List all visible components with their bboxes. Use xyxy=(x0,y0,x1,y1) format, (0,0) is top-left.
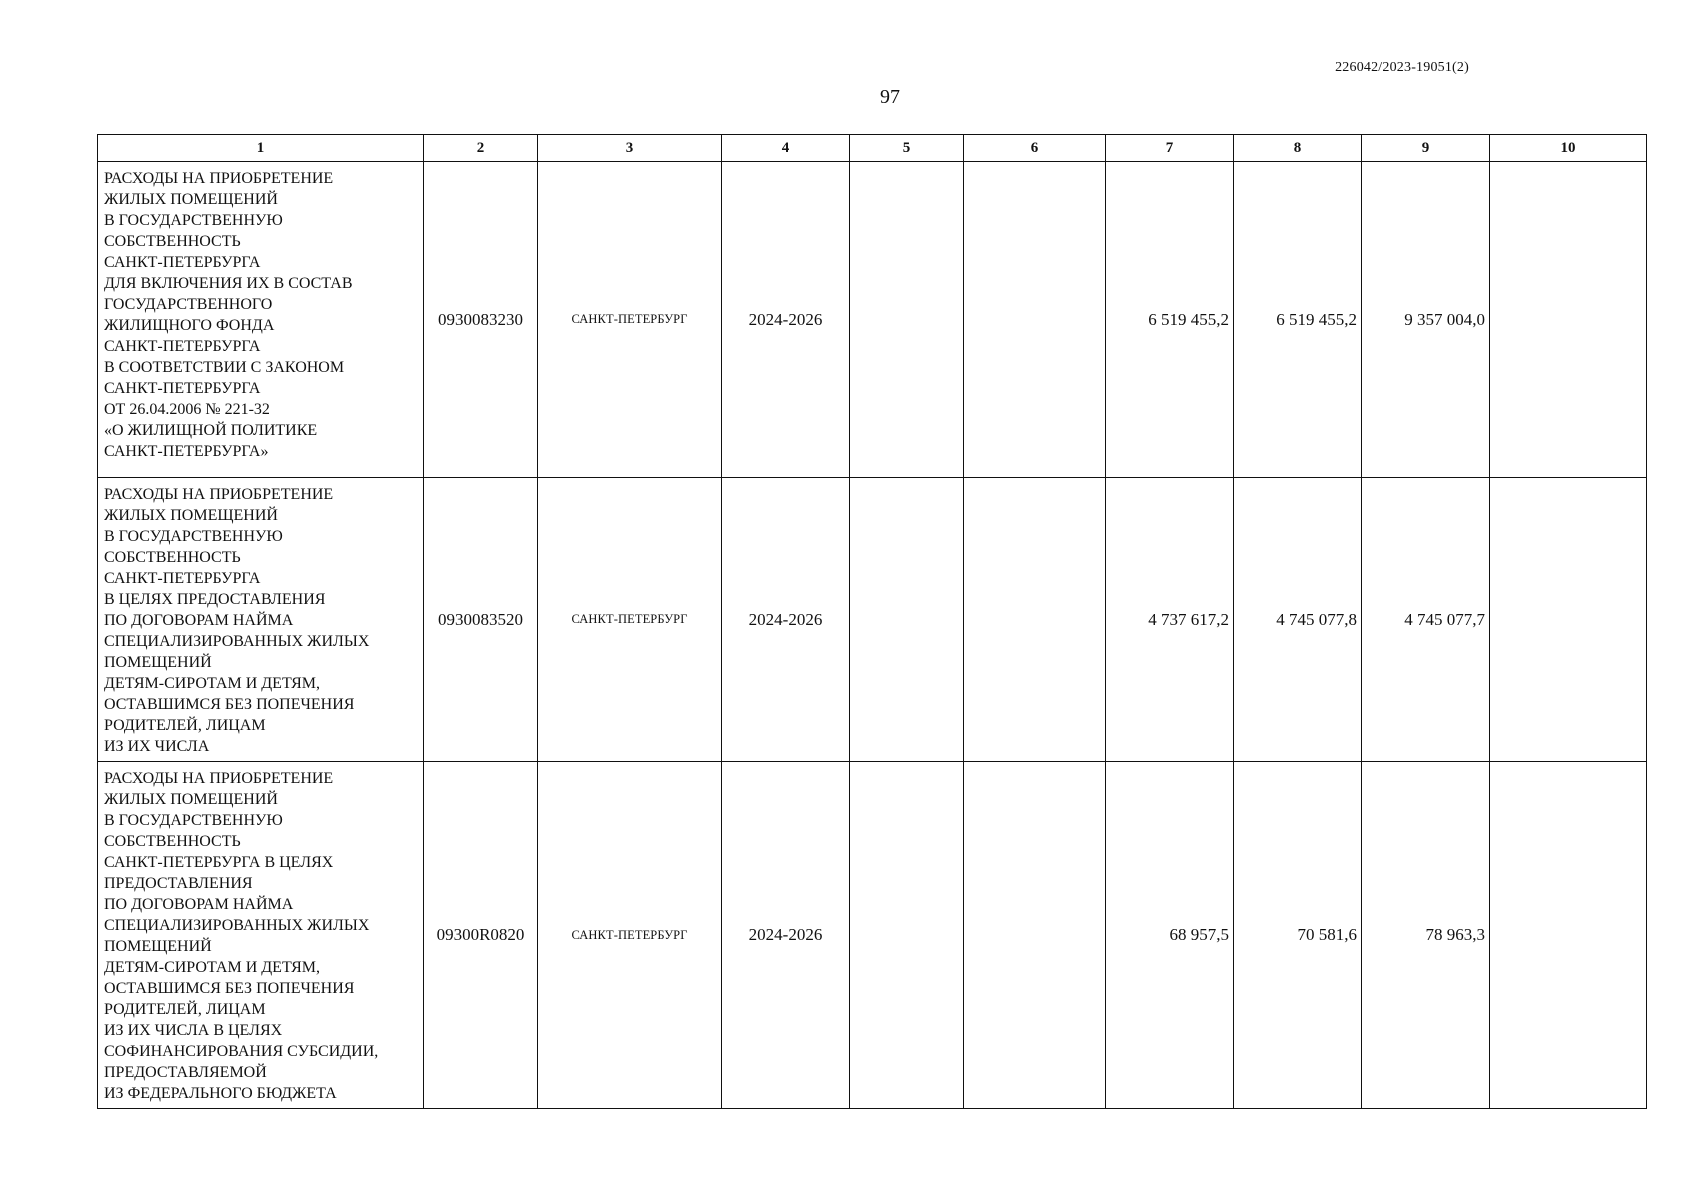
table-row xyxy=(98,762,1647,1109)
amount-col-8: 4 745 077,8 xyxy=(1234,478,1362,762)
header-col-6: 6 xyxy=(964,135,1106,162)
table-row xyxy=(98,162,1647,478)
table-row xyxy=(98,478,1647,762)
header-col-4: 4 xyxy=(722,135,850,162)
amount-col-8: 70 581,6 xyxy=(1234,762,1362,1109)
amount-col-9: 4 745 077,7 xyxy=(1362,478,1490,762)
amount-col-8: 6 519 455,2 xyxy=(1234,162,1362,478)
budget-code: 09300R0820 xyxy=(424,762,538,1109)
amount-col-7: 68 957,5 xyxy=(1106,762,1234,1109)
region: САНКТ-ПЕТЕРБУРГ xyxy=(538,478,722,762)
amount-col-9: 78 963,3 xyxy=(1362,762,1490,1109)
page-number: 97 xyxy=(880,86,900,108)
expense-name: РАСХОДЫ НА ПРИОБРЕТЕНИЕ ЖИЛЫХ ПОМЕЩЕНИЙ В ГОСУДАРСТВЕННУЮ СОБСТВЕННОСТЬ САНКТ-ПЕТЕРБУРГА В ЦЕЛЯХ ПРЕДОСТАВЛЕНИЯ ПО ДОГОВОРАМ НАЙМА СПЕЦИАЛИЗИРОВАННЫХ ЖИЛЫХ ПОМЕЩЕНИЙ ДЕТЯМ-СИРОТАМ И ДЕТЯМ, ОСТАВШИМСЯ БЕЗ ПОПЕЧЕНИЯ РОДИТЕЛЕЙ, ЛИЦАМ ИЗ ИХ ЧИСЛА В ЦЕЛЯХ СОФИНАНСИРОВАНИЯ СУБСИДИИ, ПРЕДОСТАВЛЯЕМОЙ ИЗ ФЕДЕРАЛЬНОГО БЮДЖЕТА xyxy=(98,762,424,1109)
col-6-cell xyxy=(964,162,1106,478)
header-col-9: 9 xyxy=(1362,135,1490,162)
col-5-cell xyxy=(850,478,964,762)
period: 2024-2026 xyxy=(722,478,850,762)
col-6-cell xyxy=(964,478,1106,762)
header-col-5: 5 xyxy=(850,135,964,162)
expense-name: РАСХОДЫ НА ПРИОБРЕТЕНИЕ ЖИЛЫХ ПОМЕЩЕНИЙ В ГОСУДАРСТВЕННУЮ СОБСТВЕННОСТЬ САНКТ-ПЕТЕРБУРГА ДЛЯ ВКЛЮЧЕНИЯ ИХ В СОСТАВ ГОСУДАРСТВЕННОГО ЖИЛИЩНОГО ФОНДА САНКТ-ПЕТЕРБУРГА В СООТВЕТСТВИИ С ЗАКОНОМ САНКТ-ПЕТЕРБУРГА ОТ 26.04.2006 № 221-32 «О ЖИЛИЩНОЙ ПОЛИТИКЕ САНКТ-ПЕТЕРБУРГА» xyxy=(98,162,424,478)
period: 2024-2026 xyxy=(722,162,850,478)
header-col-3: 3 xyxy=(538,135,722,162)
header-col-1: 1 xyxy=(98,135,424,162)
header-row xyxy=(98,135,1647,162)
amount-col-7: 6 519 455,2 xyxy=(1106,162,1234,478)
col-5-cell xyxy=(850,762,964,1109)
col-10-cell xyxy=(1490,162,1647,478)
document-id: 226042/2023-19051(2) xyxy=(1335,60,1469,75)
budget-code: 0930083230 xyxy=(424,162,538,478)
expense-name: РАСХОДЫ НА ПРИОБРЕТЕНИЕ ЖИЛЫХ ПОМЕЩЕНИЙ В ГОСУДАРСТВЕННУЮ СОБСТВЕННОСТЬ САНКТ-ПЕТЕРБУРГА В ЦЕЛЯХ ПРЕДОСТАВЛЕНИЯ ПО ДОГОВОРАМ НАЙМА СПЕЦИАЛИЗИРОВАННЫХ ЖИЛЫХ ПОМЕЩЕНИЙ ДЕТЯМ-СИРОТАМ И ДЕТЯМ, ОСТАВШИМСЯ БЕЗ ПОПЕЧЕНИЯ РОДИТЕЛЕЙ, ЛИЦАМ ИЗ ИХ ЧИСЛА xyxy=(98,478,424,762)
header-col-10: 10 xyxy=(1490,135,1647,162)
col-10-cell xyxy=(1490,762,1647,1109)
amount-col-7: 4 737 617,2 xyxy=(1106,478,1234,762)
header-col-8: 8 xyxy=(1234,135,1362,162)
col-6-cell xyxy=(964,762,1106,1109)
region: САНКТ-ПЕТЕРБУРГ xyxy=(538,162,722,478)
budget-table xyxy=(97,134,1647,1109)
header-col-7: 7 xyxy=(1106,135,1234,162)
region: САНКТ-ПЕТЕРБУРГ xyxy=(538,762,722,1109)
amount-col-9: 9 357 004,0 xyxy=(1362,162,1490,478)
col-5-cell xyxy=(850,162,964,478)
period: 2024-2026 xyxy=(722,762,850,1109)
col-10-cell xyxy=(1490,478,1647,762)
budget-code: 0930083520 xyxy=(424,478,538,762)
header-col-2: 2 xyxy=(424,135,538,162)
